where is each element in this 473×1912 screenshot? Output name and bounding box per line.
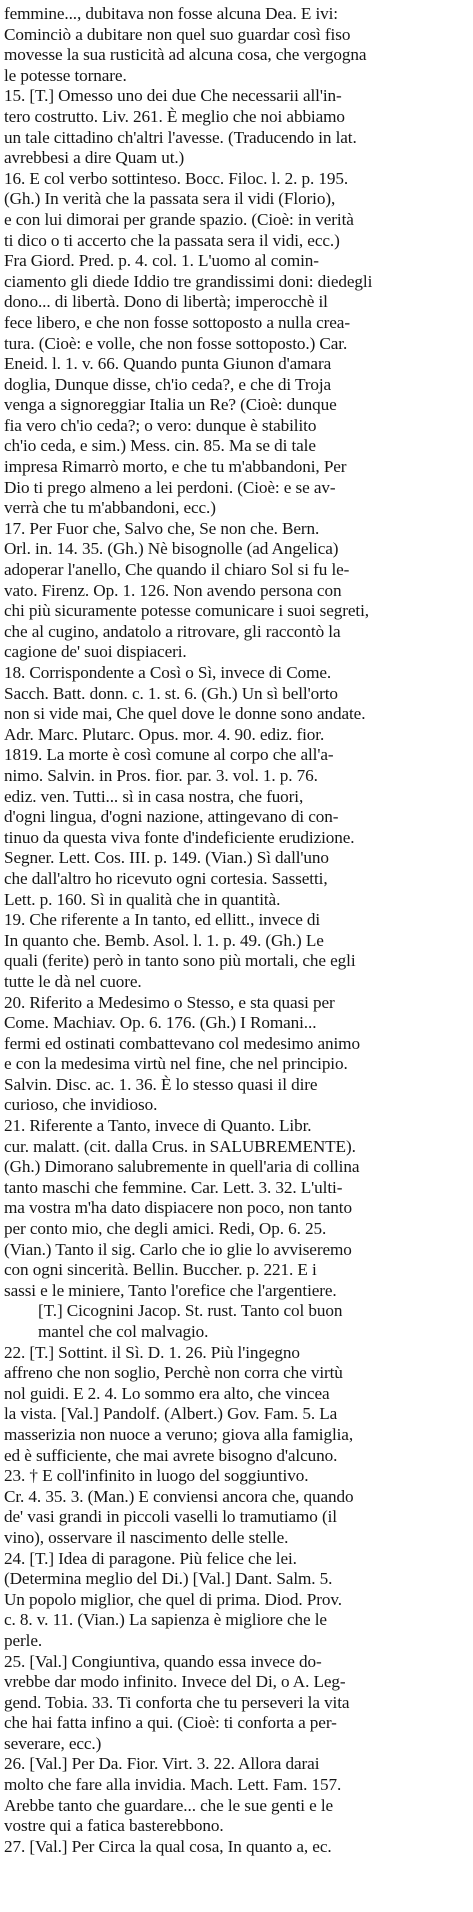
text-line: chi più sicuramente potesse comunicare i suoi segreti, <box>4 601 369 621</box>
text-line: Cr. 4. 35. 3. (Man.) E conviensi ancora che, quando <box>4 1486 354 1506</box>
text-line: (Gh.) Dimorano salubremente in quell'aria di collina <box>4 1157 360 1177</box>
text-line: nimo. Salvin. in Pros. fior. par. 3. vol. 1. p. 76. <box>4 765 318 785</box>
text-line: ed è sufficiente, che mai avrete bisogno d'alcuno. <box>4 1445 338 1465</box>
text-line: mantel che col malvagio. <box>38 1322 209 1341</box>
text-line: 16. E col verbo sottinteso. Bocc. Filoc. l. 2. p. 195. <box>4 168 349 188</box>
text-line: non si vide mai, Che quel dove le donne sono andate. <box>4 704 366 724</box>
text-line: gend. Tobia. 33. Ti conforta che tu perseveri la vita <box>4 1692 350 1712</box>
text-line: perle. <box>4 1630 43 1650</box>
text-line: Adr. Marc. Plutarc. Opus. mor. 4. 90. ediz. fior. <box>4 724 325 744</box>
text-line: tura. (Cioè: e volle, che non fosse sottoposto.) Car. <box>4 333 348 353</box>
text-line: vino), osservare il nascimento delle stelle. <box>4 1527 289 1547</box>
text-line: 1819. La morte è così comune al corpo che all'a- <box>4 745 334 765</box>
text-line: [T.] Cicognini Jacop. St. rust. Tanto col buon <box>38 1301 343 1321</box>
text-line: e con lui dimorai per grande spazio. (Cioè: in verità <box>4 209 354 229</box>
text-line: Cominciò a dubitare non quel suo guardar così fiso <box>4 24 351 44</box>
text-line: adoperar l'anello, Che quando il chiaro Sol si fu le- <box>4 560 350 580</box>
text-line: movesse la sua rusticità ad alcuna cosa, che vergogna <box>4 45 367 65</box>
text-line: Segner. Lett. Cos. III. p. 149. (Vian.) Sì dall'uno <box>4 848 329 868</box>
text-line: masserizia non nuoce a veruno; giova alla famiglia, <box>4 1424 354 1444</box>
text-line: ch'io ceda, e sim.) Mess. cin. 85. Ma se di tale <box>4 436 316 456</box>
text-line: tutte le dà nel cuore. <box>4 971 142 991</box>
text-line: dono... di libertà. Dono di libertà; imperocchè il <box>4 292 328 312</box>
text-line: cur. malatt. (cit. dalla Crus. in SALUBREMENTE). <box>4 1136 356 1156</box>
text-line: che hai fatta infino a qui. (Cioè: ti conforta a per- <box>4 1713 337 1733</box>
text-line: femmine..., dubitava non fosse alcuna Dea. E ivi: <box>4 4 338 23</box>
entry-paragraph-21t <box>4 1301 468 1342</box>
text-line: nol guidi. E 2. 4. Lo sommo era alto, che vincea <box>4 1383 330 1403</box>
text-line: 20. Riferito a Medesimo o Stesso, e sta quasi per <box>4 992 335 1012</box>
text-line: 22. [T.] Sottint. il Sì. D. 1. 26. Più l'ingegno <box>4 1342 300 1362</box>
text-line: sassi e le miniere, Tanto l'orefice che l'argentiere. <box>4 1280 337 1300</box>
entry-paragraph-17 <box>4 519 468 663</box>
text-line: Un popolo miglior, che quel di prima. Diod. Prov. <box>4 1589 342 1609</box>
text-line: 18. Corrispondente a Così o Sì, invece di Come. <box>4 663 332 682</box>
text-line: che dall'altro ho ricevuto ogni cortesia. Sassetti, <box>4 868 328 888</box>
text-line: Orl. in. 14. 35. (Gh.) Nè bisognolle (ad Angelica) <box>4 539 339 559</box>
text-line: ti dico o ti accerto che la passata sera il vidi, ecc.) <box>4 230 340 250</box>
text-line: ma vostra m'ha dato dispiacere non poco, non tanto <box>4 1198 352 1218</box>
text-line: In quanto che. Bemb. Asol. l. 1. p. 49. (Gh.) Le <box>4 930 324 950</box>
entry-paragraph-20 <box>4 993 468 1117</box>
text-line: 26. [Val.] Per Da. Fior. Virt. 3. 22. Allora darai <box>4 1754 320 1774</box>
text-line: quali (ferite) però in tanto sono più mortali, che egli <box>4 951 356 971</box>
text-line: Lett. p. 160. Sì in qualità che in quantità. <box>4 889 281 909</box>
dictionary-page <box>4 4 468 1908</box>
text-line: Arebbe tanto che guardare... che le sue genti e le <box>4 1795 334 1815</box>
text-line: Fra Giord. Pred. p. 4. col. 1. L'uomo al comin- <box>4 251 319 271</box>
text-line: Salvin. Disc. ac. 1. 36. È lo stesso quasi il dire <box>4 1074 318 1094</box>
text-line: per conto mio, che degli amici. Redi, Op. 6. 25. <box>4 1219 327 1239</box>
entry-paragraph-23 <box>4 1466 468 1548</box>
text-line: fece libero, e che non fosse sottoposto a nulla crea- <box>4 312 350 332</box>
text-line: curioso, che invidioso. <box>4 1095 158 1115</box>
entry-paragraph-24 <box>4 1549 468 1652</box>
text-line: tero costrutto. Liv. 261. È meglio che noi abbiamo <box>4 106 345 126</box>
text-line: che al cugino, andatolo a ritrovare, gli raccontò la <box>4 621 341 641</box>
entry-paragraph-18 <box>4 663 468 910</box>
text-line: fermi ed ostinati combattevano col medesimo animo <box>4 1033 360 1053</box>
text-line: avrebbesi a dire Quam ut.) <box>4 148 185 168</box>
text-line: (Determina meglio del Di.) [Val.] Dant. Salm. 5. <box>4 1569 333 1589</box>
text-line: fia vero ch'io ceda?; o vero: dunque è stabilito <box>4 415 317 435</box>
entry-paragraph-15 <box>4 86 468 168</box>
text-line: con ogni sincerità. Bellin. Buccher. p. 221. E i <box>4 1260 317 1280</box>
text-line: vrebbe dar modo infinito. Invece del Di, o A. Leg- <box>4 1672 346 1692</box>
text-line: un tale cittadino ch'altri l'avesse. (Traducendo in lat. <box>4 127 357 147</box>
text-line: de' vasi grandi in piccoli vaselli lo tramutiamo (il <box>4 1507 337 1527</box>
text-line: 19. Che riferente a In tanto, ed ellitt., invece di <box>4 910 321 930</box>
text-line: Come. Machiav. Op. 6. 176. (Gh.) I Romani... <box>4 1013 317 1033</box>
text-line: ediz. ven. Tutti... sì in casa nostra, che fuori, <box>4 786 304 806</box>
dictionary-entry-list <box>4 4 468 1857</box>
entry-paragraph-26 <box>4 1754 468 1836</box>
entry-paragraph-19 <box>4 910 468 992</box>
text-line: 23. † E coll'infinito in luogo del soggiuntivo. <box>4 1466 309 1486</box>
entry-paragraph-16 <box>4 169 468 519</box>
text-line: molto che fare alla invidia. Mach. Lett. Fam. 157. <box>4 1775 342 1795</box>
entry-paragraph-22 <box>4 1343 468 1467</box>
text-line: 17. Per Fuor che, Salvo che, Se non che. Bern. <box>4 518 320 538</box>
text-line: doglia, Dunque disse, ch'io ceda?, e che di Troja <box>4 374 332 394</box>
text-line: le potesse tornare. <box>4 65 127 85</box>
text-line: vostre qui a fatica basterebbono. <box>4 1816 224 1836</box>
entry-paragraph-25 <box>4 1652 468 1755</box>
text-line: la vista. [Val.] Pandolf. (Albert.) Gov. Fam. 5. La <box>4 1404 338 1424</box>
entry-paragraph-27 <box>4 1837 468 1858</box>
text-line: Dio ti prego almeno a lei perdoni. (Cioè: e se av- <box>4 477 336 497</box>
entry-paragraph-intro <box>4 4 468 86</box>
text-line: 21. Riferente a Tanto, invece di Quanto. Libr. <box>4 1116 312 1136</box>
text-line: verrà che tu m'abbandoni, ecc.) <box>4 498 216 518</box>
entry-paragraph-21 <box>4 1116 468 1301</box>
text-line: ciamento gli diede Iddio tre grandissimi doni: diedegli <box>4 271 373 291</box>
text-line: impresa Rimarrò morto, e che tu m'abbandoni, Per <box>4 457 347 477</box>
text-line: cagione de' suoi dispiaceri. <box>4 642 187 662</box>
text-line: severare, ecc.) <box>4 1733 102 1753</box>
text-line: 25. [Val.] Congiuntiva, quando essa invece do- <box>4 1651 322 1671</box>
text-line: d'ogni lingua, d'ogni nazione, attingevano di con- <box>4 807 339 827</box>
text-line: vato. Firenz. Op. 1. 126. Non avendo persona con <box>4 580 342 600</box>
text-line: c. 8. v. 11. (Vian.) La sapienza è migliore che le <box>4 1610 327 1630</box>
text-line: 27. [Val.] Per Circa la qual cosa, In quanto a, ec. <box>4 1836 332 1856</box>
text-line: affreno che non soglio, Perchè non corra che virtù <box>4 1363 343 1383</box>
text-line: tinuo da questa viva fonte d'indeficiente erudizione. <box>4 827 355 847</box>
text-line: tanto maschi che femmine. Car. Lett. 3. 32. L'ulti- <box>4 1177 343 1197</box>
text-line: venga a signoreggiar Italia un Re? (Cioè: dunque <box>4 395 337 415</box>
text-line: Sacch. Batt. donn. c. 1. st. 6. (Gh.) Un sì bell'orto <box>4 683 338 703</box>
text-line: 24. [T.] Idea di paragone. Più felice che lei. <box>4 1548 297 1568</box>
text-line: e con la medesima virtù nel fine, che nel principio. <box>4 1054 348 1074</box>
text-line: 15. [T.] Omesso uno dei due Che necessarii all'in- <box>4 86 342 106</box>
text-line: Eneid. l. 1. v. 66. Quando punta Giunon d'amara <box>4 354 332 374</box>
text-line: (Gh.) In verità che la passata sera il vidi (Florio), <box>4 189 336 209</box>
text-line: (Vian.) Tanto il sig. Carlo che io glie lo avviseremo <box>4 1239 352 1259</box>
